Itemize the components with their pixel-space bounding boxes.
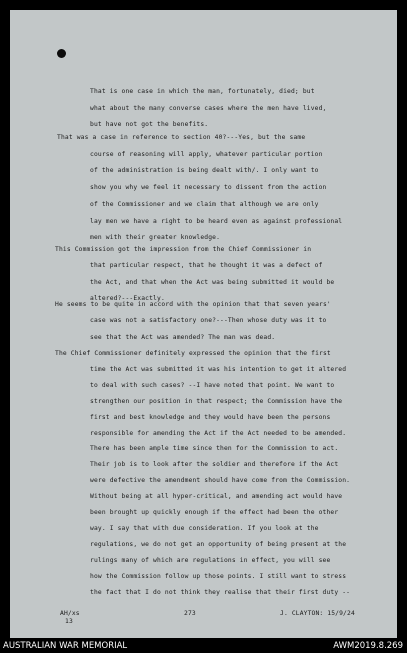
paragraph-5-line: time the Act was submitted it was his intention to get it altered xyxy=(90,366,347,373)
paragraph-4-line: see that the Act was amended? The man was dead. xyxy=(90,334,276,341)
paragraph-2-line: show you why we feel it necessary to dissent from the action xyxy=(90,184,327,191)
paragraph-3-line: that particular respect, that he thought it was a defect of xyxy=(90,262,323,269)
document-page xyxy=(10,10,397,638)
paragraph-5-line: way. I say that with due consideration. If you look at the xyxy=(90,525,319,532)
paragraph-2-line: of the Commissioner and we claim that although we are only xyxy=(90,201,319,208)
paragraph-5-line: first and best knowledge and they would have been the persons xyxy=(90,414,331,421)
paragraph-3-line: the Act, and that when the Act was being submitted it would be xyxy=(90,279,335,286)
paragraph-1-line: That is one case in which the man, fortunately, died; but xyxy=(90,88,315,95)
paragraph-5-line: the fact that I do not think they realise that their first duty -- xyxy=(90,589,351,596)
paragraph-3-line: This Commission got the impression from the Chief Commissioner in xyxy=(55,246,312,253)
paragraph-5-line: were defective the amendment should have come from the Commission. xyxy=(90,477,351,484)
paragraph-5-line: Without being at all hyper-critical, and amending act would have xyxy=(90,493,343,500)
paragraph-5-line: strengthen our position in that respect; the Commission have the xyxy=(90,398,343,405)
paragraph-5-line: regulations, we do not get an opportunity of being present at the xyxy=(90,541,347,548)
reference-code-line-1: AH/xs xyxy=(60,610,80,617)
paragraph-2-line: lay men we have a right to be heard even as against professional xyxy=(90,218,343,225)
paragraph-5-line: been brought up quickly enough if the effect had been the other xyxy=(90,509,339,516)
paragraph-1-line: what about the many converse cases where the men have lived, xyxy=(90,105,327,112)
paragraph-2-line: of the administration is being dealt with/. I only want to xyxy=(90,167,319,174)
footer-bar xyxy=(0,640,407,653)
paragraph-1-line: but have not got the benefits. xyxy=(90,121,209,128)
paragraph-5-line: to deal with such cases? --I have noted that point. We want to xyxy=(90,382,335,389)
paragraph-5-line: how the Commission follow up those points. I still want to stress xyxy=(90,573,347,580)
paragraph-5-line: There has been ample time since then for the Commission to act. xyxy=(90,445,339,452)
paragraph-5-line: The Chief Commissioner definitely expressed the opinion that the first xyxy=(55,350,331,357)
paragraph-5-line: responsible for amending the Act if the Act needed to be amended. xyxy=(90,430,347,437)
page-number: 273 xyxy=(184,610,196,617)
paragraph-2-line: course of reasoning will apply, whatever particular portion xyxy=(90,151,323,158)
paragraph-4-line: He seems to be quite in accord with the opinion that that seven years' xyxy=(55,301,331,308)
reference-code-line-2: 13 xyxy=(65,618,73,625)
paragraph-5-line: Their job is to look after the soldier and therefore if the Act xyxy=(90,461,339,468)
paragraph-5-line: rulings many of which are regulations in effect, you will see xyxy=(90,557,331,564)
paragraph-3-line: altered?---Exactly. xyxy=(90,295,165,302)
paragraph-4-line: case was not a satisfactory one?---Then whose duty was it to xyxy=(90,317,327,324)
speaker-date: J. CLAYTON: 15/9/24 xyxy=(280,610,355,617)
paragraph-2-line: That was a case in reference to section 40?---Yes, but the same xyxy=(57,134,306,141)
footer-institution: AUSTRALIAN WAR MEMORIAL xyxy=(3,641,128,651)
punch-hole xyxy=(57,49,66,58)
footer-reference: AWM2019.8.269 xyxy=(333,641,403,651)
paragraph-2-line: men with their greater knowledge. xyxy=(90,234,221,241)
